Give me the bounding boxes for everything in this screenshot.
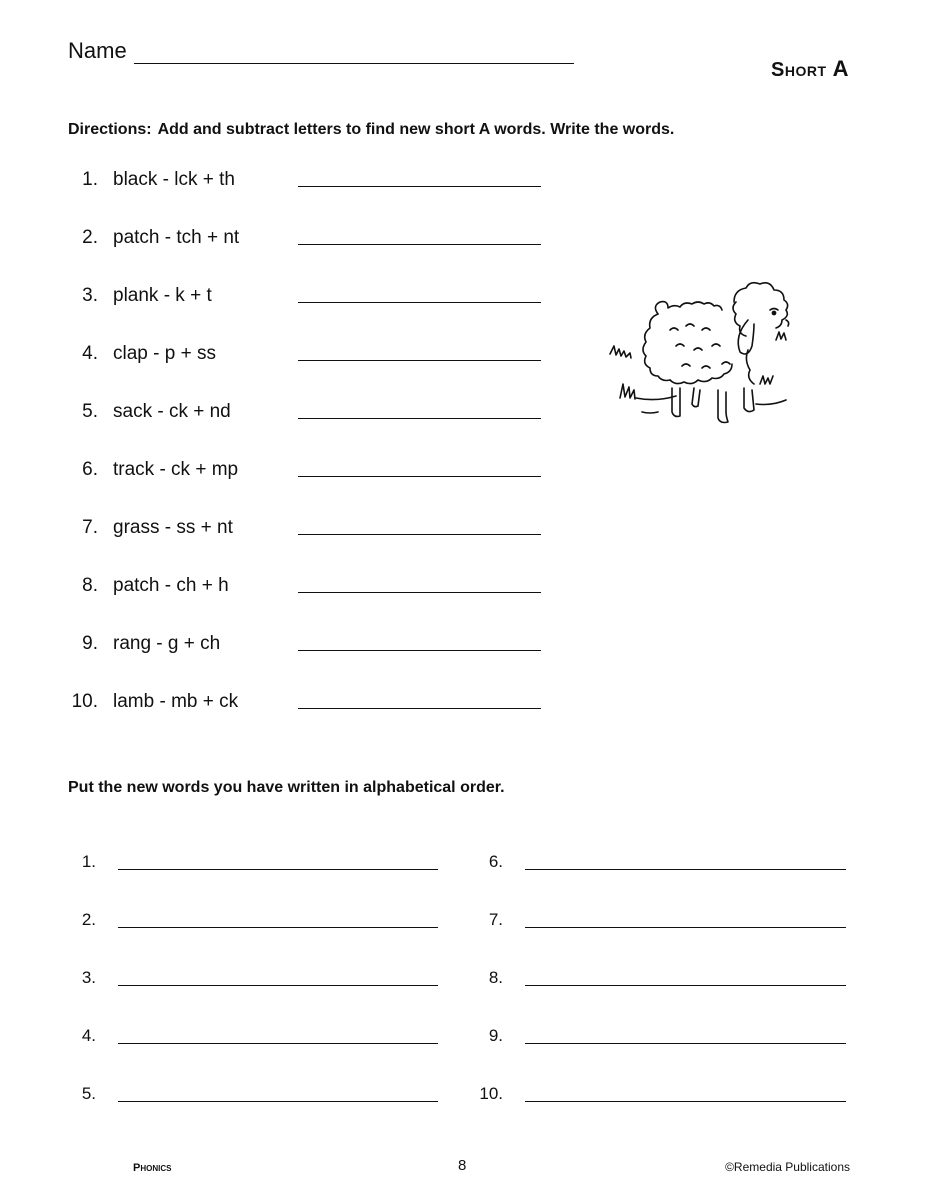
answer-line[interactable]: [298, 244, 541, 245]
topic-heading: [771, 56, 849, 82]
problem-expression: plank - k + t: [113, 285, 212, 306]
problem-expression: clap - p + ss: [113, 343, 216, 364]
directions-text: Add and subtract letters to find new short A words. Write the words.: [157, 121, 675, 138]
order-answer-line[interactable]: [525, 1101, 846, 1102]
problem-expression: patch - tch + nt: [113, 227, 240, 248]
problem-item: [68, 459, 238, 483]
problem-number: 1.: [82, 169, 98, 190]
order-number: 4.: [81, 1026, 96, 1045]
answer-line[interactable]: [298, 418, 541, 419]
answer-line[interactable]: [298, 360, 541, 361]
problem-expression: track - ck + mp: [113, 459, 239, 480]
answer-line[interactable]: [298, 592, 541, 593]
topic-letter: A: [832, 56, 849, 81]
problem-expression: sack - ck + nd: [113, 401, 231, 422]
order-answer-line[interactable]: [525, 1043, 846, 1044]
page-number: 8: [458, 1157, 467, 1174]
problem-number: 3.: [82, 285, 98, 306]
answer-line[interactable]: [298, 186, 541, 187]
order-number: 2.: [81, 910, 96, 929]
answer-line[interactable]: [298, 650, 541, 651]
order-number: 7.: [488, 910, 503, 929]
order-number: 8.: [488, 968, 503, 987]
problem-item: [68, 633, 220, 657]
problem-item: [68, 343, 216, 367]
sheep-illustration-icon: [606, 280, 812, 448]
problem-number: 7.: [82, 517, 98, 538]
problem-expression: rang - g + ch: [113, 633, 221, 654]
order-answer-line[interactable]: [118, 985, 438, 986]
problem-number: 4.: [82, 343, 98, 364]
order-answer-line[interactable]: [525, 927, 846, 928]
order-number: 10.: [479, 1084, 503, 1103]
directions: [68, 121, 674, 139]
order-answer-line[interactable]: [118, 927, 438, 928]
problem-item: [68, 575, 229, 599]
problem-item: [68, 401, 231, 425]
answer-line[interactable]: [298, 476, 541, 477]
order-answer-line[interactable]: [118, 869, 438, 870]
problem-number: 6.: [82, 459, 98, 480]
answer-line[interactable]: [298, 708, 541, 709]
order-number: 1.: [81, 852, 96, 871]
order-answer-line[interactable]: [525, 869, 846, 870]
order-instruction: Put the new words you have written in alphabetical order.: [68, 779, 505, 796]
copyright: ©Remedia Publications: [725, 1160, 850, 1174]
problem-number: 5.: [82, 401, 98, 422]
answer-line[interactable]: [298, 534, 541, 535]
order-number: 5.: [81, 1084, 96, 1103]
problem-expression: patch - ch + h: [113, 575, 229, 596]
order-number: 9.: [488, 1026, 503, 1045]
order-answer-line[interactable]: [118, 1101, 438, 1102]
problem-number: 8.: [82, 575, 98, 596]
name-label: Name: [68, 38, 127, 63]
problem-item: [68, 285, 212, 309]
problem-item: [68, 691, 238, 715]
answer-line[interactable]: [298, 302, 541, 303]
problem-expression: lamb - mb + ck: [113, 691, 239, 712]
problem-expression: black - lck + th: [113, 169, 235, 190]
order-number: 3.: [81, 968, 96, 987]
order-answer-line[interactable]: [118, 1043, 438, 1044]
name-field[interactable]: [134, 63, 574, 64]
footer-series: Phonics: [133, 1162, 172, 1174]
problem-number: 10.: [71, 691, 98, 712]
problem-number: 9.: [82, 633, 98, 654]
order-answer-line[interactable]: [525, 985, 846, 986]
problem-item: [68, 227, 239, 251]
topic-word: Short: [771, 59, 827, 81]
problem-item: [68, 517, 233, 541]
order-number: 6.: [488, 852, 503, 871]
problem-item: [68, 169, 235, 193]
problem-number: 2.: [82, 227, 98, 248]
directions-label: Directions:: [68, 121, 152, 138]
problem-expression: grass - ss + nt: [113, 517, 233, 538]
